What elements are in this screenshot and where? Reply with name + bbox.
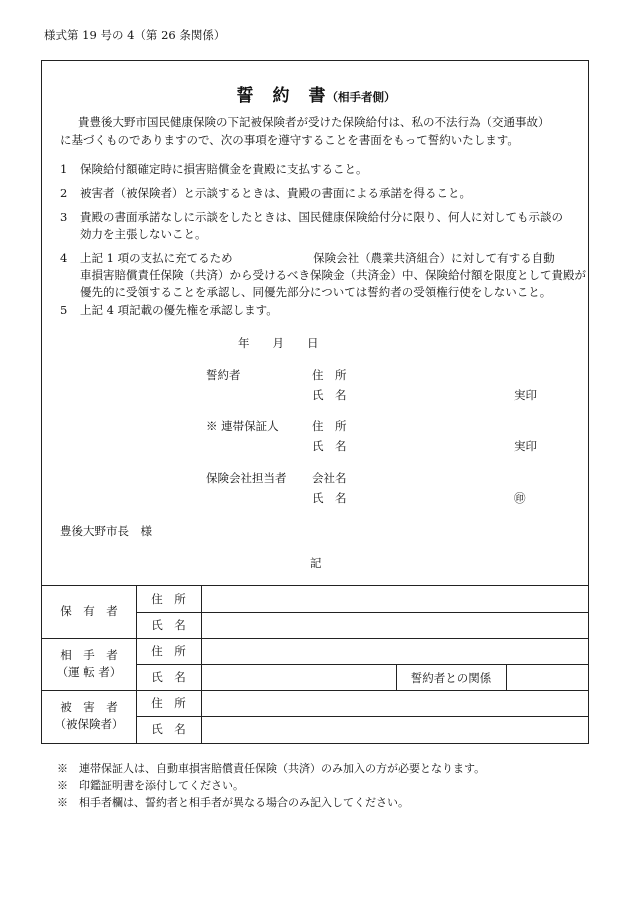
- relation-label: 誓約者との関係: [410, 671, 492, 685]
- item-text: 被害者（被保険者）と示談するときは、貴殿の書面による承諾を得ること。: [80, 186, 471, 200]
- party-table: [42, 585, 588, 744]
- date-line: 年 月 日: [238, 336, 319, 350]
- owner-address-label: 住 所: [151, 592, 186, 606]
- preamble-line-2: に基づくものでありますので、次の事項を遵守することを書面をもって誓約いたします。: [60, 133, 519, 147]
- row-divider: [136, 716, 588, 717]
- pledge-form: [41, 60, 589, 744]
- name-label: 氏 名: [312, 439, 347, 453]
- item-text: 効力を主張しないこと。: [80, 227, 207, 241]
- victim-address-label: 住 所: [151, 696, 186, 710]
- opponent-name-label: 氏 名: [151, 670, 186, 684]
- item-number: 5: [60, 303, 68, 317]
- group-divider: [42, 690, 588, 691]
- name-label: 氏 名: [312, 388, 347, 402]
- owner-name-label: 氏 名: [151, 618, 186, 632]
- opponent-address-label: 住 所: [151, 644, 186, 658]
- address-label: 住 所: [312, 419, 347, 433]
- insurer-label: 保険会社担当者: [206, 471, 287, 485]
- form-number-label: 様式第 19 号の 4（第 26 条関係）: [44, 28, 226, 42]
- note-item: ※ 連帯保証人は、自動車損害賠償責任保険（共済）のみ加入の方が必要となります。: [57, 762, 486, 775]
- opponent-sub-label: （運 転 者）: [56, 665, 122, 679]
- item-number: 4: [60, 251, 68, 265]
- row-divider: [136, 612, 588, 613]
- seal-in: ㊞: [514, 491, 526, 505]
- title-text: 誓 約 書: [236, 86, 327, 106]
- row-divider: [136, 664, 588, 665]
- preamble-line-1: 貴豊後大野市国民健康保険の下記被保険者が受けた保険給付は、私の不法行為（交通事故）: [78, 115, 550, 129]
- group-divider: [42, 638, 588, 639]
- victim-name-label: 氏 名: [151, 722, 186, 736]
- note-item: ※ 相手者欄は、誓約者と相手者が異なる場合のみ記入してください。: [57, 796, 409, 809]
- pledger-label: 誓約者: [206, 368, 241, 382]
- item-number: 3: [60, 210, 68, 224]
- item-text: 優先的に受領することを承認し、同優先部分については誓約者の受領権行使をしないこと。: [80, 285, 552, 299]
- name-label: 氏 名: [312, 491, 347, 505]
- item-number: 2: [60, 186, 68, 200]
- relation-divider-right: [506, 664, 507, 690]
- ki-label: 記: [310, 556, 322, 570]
- opponent-label: 相 手 者: [60, 648, 118, 662]
- company-label: 会社名: [312, 471, 347, 485]
- item-text: 上記 4 項記載の優先権を承認します。: [80, 303, 278, 317]
- item-number: 1: [60, 162, 68, 176]
- victim-label: 被 害 者: [60, 700, 118, 714]
- item-text: 上記 1 項の支払に充てるため 保険会社（農業共済組合）に対して有する自動: [80, 251, 555, 265]
- addressee: 豊後大野市長 様: [60, 524, 152, 538]
- title-subtitle: （相手者側）: [326, 90, 396, 104]
- item-text: 貴殿の書面承諾なしに示談をしたときは、国民健康保険給付分に限り、何人に対しても示談の: [80, 210, 563, 224]
- owner-label: 保 有 者: [60, 604, 118, 618]
- guarantor-label: ※ 連帯保証人: [206, 419, 279, 433]
- seal-jitsuin: 実印: [514, 388, 537, 402]
- notes-section: [57, 760, 485, 811]
- column-divider: [201, 586, 202, 744]
- document-title: [42, 81, 590, 106]
- victim-sub-label: （被保険者）: [54, 717, 124, 731]
- seal-jitsuin: 実印: [514, 439, 537, 453]
- address-label: 住 所: [312, 368, 347, 382]
- item-text: 保険給付額確定時に損害賠償金を貴殿に支払すること。: [80, 162, 368, 176]
- note-item: ※ 印鑑証明書を添付してください。: [57, 779, 244, 792]
- item-text: 車損害賠償責任保険（共済）から受けるべき保険金（共済金）中、保険給付額を限度として貴殿が: [80, 268, 586, 282]
